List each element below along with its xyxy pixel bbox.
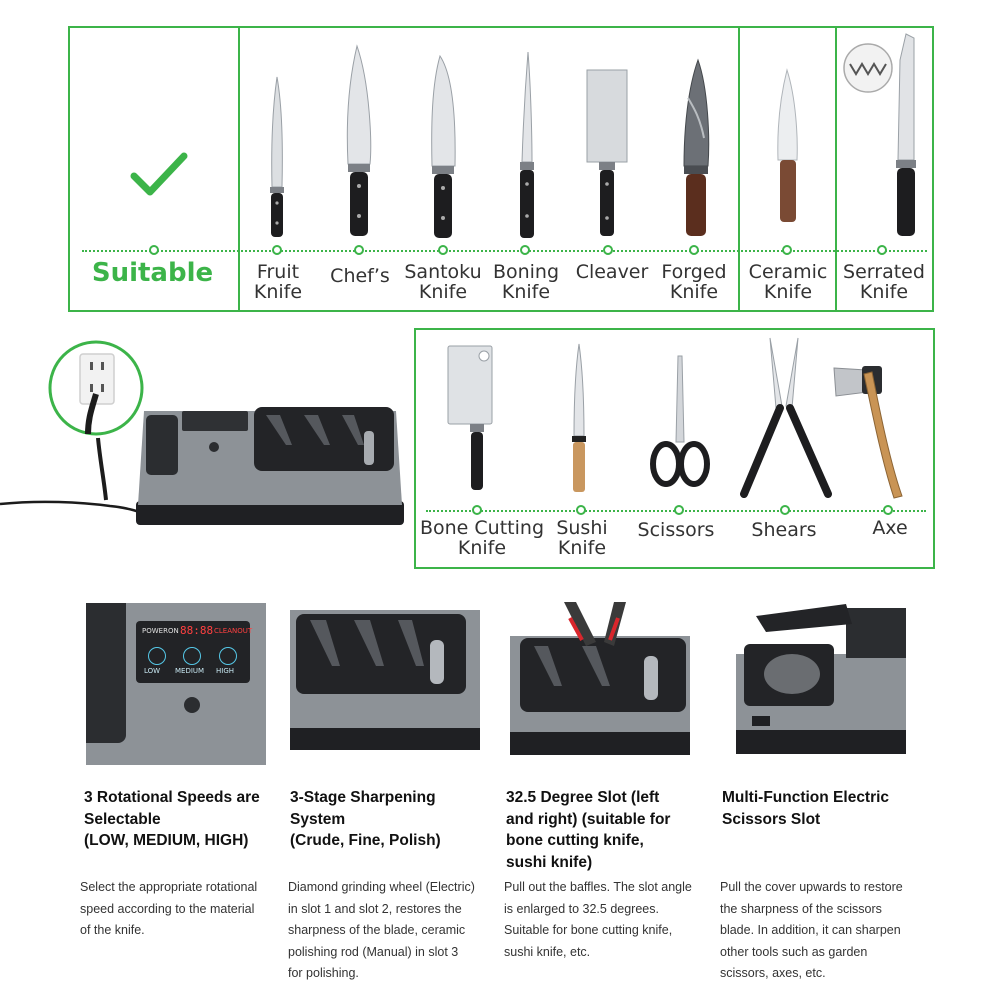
knife-label: Scissors [637,519,715,541]
feature-title: 3 Rotational Speeds are Selectable (LOW, MEDIUM, HIGH) [84,789,260,849]
knife-label: Ceramic Knife [748,261,828,303]
ceramic-knife-icon [772,68,804,226]
serrated-knife-icon [840,30,930,240]
guide-node [603,245,613,255]
suitable-label: Suitable [91,258,214,288]
speed-low-label: LOW [144,667,161,675]
chefs-knife-icon [340,44,380,240]
guide-node [520,245,530,255]
guide-node [472,505,482,515]
knife-label: Santoku Knife [404,261,482,303]
feature-title: 32.5 Degree Slot (left and right) (suitable for bone cutting knife, sushi knife) [506,789,671,871]
guide-node [674,505,684,515]
guide-node [782,245,792,255]
axe-icon [832,362,912,500]
feature-photo-sharpening-slots [290,610,480,750]
shears-icon [736,336,836,498]
guide-node [438,245,448,255]
feature-title: 3-Stage Sharpening System (Crude, Fine, Polish) [290,789,441,849]
feature-description: Pull out the baffles. The slot angle is enlarged to 32.5 degrees. Suitable for bone cutting knife, sushi knife, etc. [504,880,692,959]
guide-node [354,245,364,255]
speed-medium-button[interactable] [183,647,201,665]
boning-knife-icon [512,50,542,240]
santoku-knife-icon [424,54,464,240]
panel-divider [738,26,740,312]
cleaver-icon [585,68,631,240]
bone-cutting-knife-icon [446,344,496,494]
speed-low-button[interactable] [148,647,166,665]
knife-label: Cleaver [575,261,649,283]
knife-label: Axe [872,517,908,539]
guide-node [149,245,159,255]
dotted-guide-line [82,250,927,252]
guide-node [272,245,282,255]
checkmark-icon [130,150,188,200]
power-on-label: POWERON [142,627,179,635]
guide-node [576,505,586,515]
knife-label: Shears [751,519,817,541]
fruit-knife-icon [262,75,292,240]
guide-node [780,505,790,515]
speed-high-button[interactable] [219,647,237,665]
feature-photo-speed-control [86,603,266,765]
knife-label: Serrated Knife [843,261,925,303]
knife-label: Boning Knife [492,261,560,303]
guide-node [877,245,887,255]
knife-label: Chef’s [330,265,390,287]
speed-display: 88:88 [180,624,214,637]
sushi-knife-icon [566,342,592,496]
knife-label: Bone Cutting Knife [419,517,545,559]
guide-node [689,245,699,255]
forged-knife-icon [674,58,716,240]
knife-label: Sushi Knife [556,517,608,559]
feature-title: Multi-Function Electric Scissors Slot [722,789,890,828]
panel-divider [835,26,837,312]
sharpener-device-image [136,405,406,527]
feature-photo-scissors-slot [736,604,906,754]
scissors-icon [648,354,712,494]
knife-label: Fruit Knife [253,261,303,303]
speed-high-label: HIGH [216,667,235,675]
cleanout-label: CLEANOUT [214,627,253,635]
speed-medium-label: MEDIUM [175,667,205,675]
feature-description: Diamond grinding wheel (Electric) in slot 1 and slot 2, restores the sharpness of the blade, ceramic polishing rod (Manual) in slot 3 for polishing. [288,880,475,980]
feature-photo-degree-slot [510,600,690,755]
power-button[interactable] [184,697,200,713]
feature-description: Pull the cover upwards to restore the sharpness of the scissors blade. In addition, it can sharpen other tools such as garden scissors, axes, etc. [720,880,903,980]
feature-description: Select the appropriate rotational speed according to the material of the knife. [80,880,258,937]
guide-node [883,505,893,515]
knife-label: Forged Knife [661,261,727,303]
